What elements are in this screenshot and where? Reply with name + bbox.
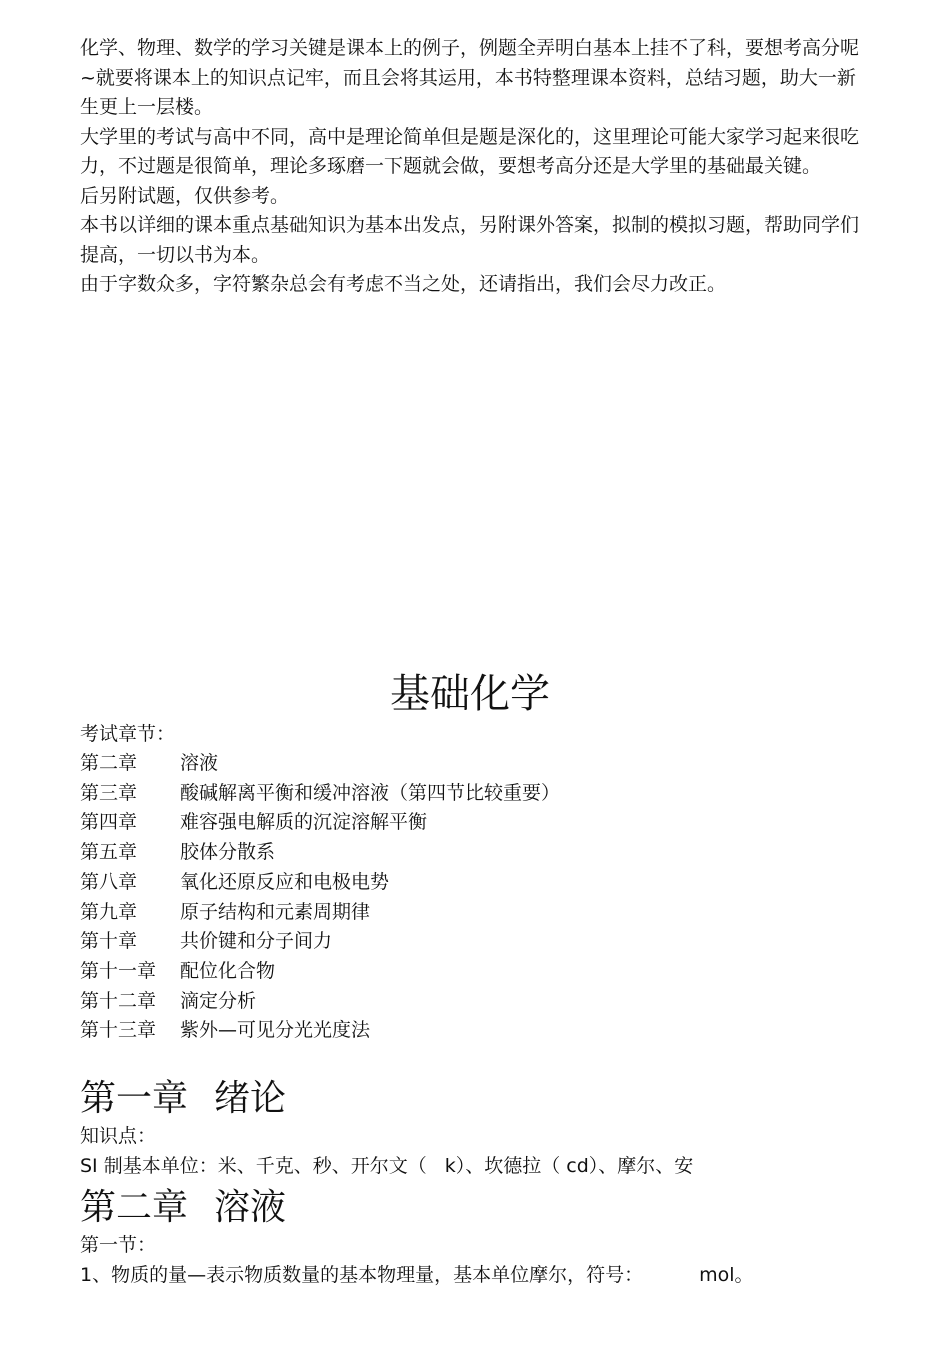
chapters-label: 考试章节：: [80, 723, 176, 745]
chapter-title: 原子结构和元素周期律: [180, 900, 371, 923]
intro-paragraph: 化学、物理、数学的学习关键是课本上的例子，例题全弄明白基本上挂不了科，要想考高分呢 ~就要将课本上的知识点记牢，而且会将其运用，本书特整理课本资料，总结习题，助大一新生更上一层楼。: [80, 37, 860, 118]
section-heading-title: 绪论: [214, 1078, 287, 1119]
section-text: [80, 1152, 900, 1182]
intro-paragraph: 后另附试题，仅供参考。: [80, 184, 290, 207]
chapter-title: 滴定分析: [180, 989, 257, 1012]
section-heading: [80, 1185, 900, 1231]
chapter-title: 溶液: [180, 752, 219, 774]
chapter-list: [80, 749, 560, 1046]
section-text-part: 1、物质的量—表示物质数量的基本物理量，基本单位摩尔，符号：: [80, 1263, 644, 1286]
section-label: 第一节：: [80, 1234, 157, 1256]
intro-section: [80, 34, 870, 300]
section-text: [80, 1261, 900, 1291]
chapter-number: 第五章: [80, 841, 138, 864]
chapter-title: 配位化合物: [180, 959, 276, 982]
chapter-title: 胶体分散系: [180, 841, 276, 864]
chapter-number: 第八章: [80, 870, 138, 893]
chapter-title: 紫外—可见分光光度法: [180, 1019, 371, 1042]
chapter-item: [80, 749, 560, 779]
chapter-title: 共价键和分子间力: [180, 930, 333, 953]
section-label: 知识点：: [80, 1125, 157, 1147]
chapter-title: 氧化还原反应和电极电势: [180, 870, 390, 893]
chapter-title: 酸碱解离平衡和缓冲溶液（第四节比较重要）: [180, 781, 561, 804]
chapter-item: [80, 898, 560, 928]
main-title: 基础化学: [390, 671, 550, 717]
chapter-number: 第十一章: [80, 959, 157, 982]
chapter-number: 第三章: [80, 781, 138, 804]
section-heading-number: 第一章: [80, 1078, 189, 1119]
section-solution-chapter: [80, 1185, 900, 1290]
section-text-part: k）、坎德拉（ cd）、摩尔、安: [444, 1154, 694, 1177]
chapter-title: 难容强电解质的沉淀溶解平衡: [180, 811, 428, 834]
intro-paragraph: 由于字数众多，字符繁杂总会有考虑不当之处，还请指出，我们会尽力改正。: [80, 273, 727, 295]
section-intro-chapter: [80, 1076, 900, 1181]
intro-paragraph: 本书以详细的课本重点基础知识为基本出发点，另附课外答案，拟制的模拟习题，帮助同学们提高，一切以书为本。: [80, 214, 860, 266]
section-heading-number: 第二章: [80, 1187, 189, 1228]
section-text-part: SI 制基本单位：米、千克、秒、开尔文（: [80, 1154, 427, 1177]
intro-paragraph: 大学里的考试与高中不同，高中是理论简单但是题是深化的，这里理论可能大家学习起来很吃力，不过题是很简单，理论多琢磨一下题就会做，要想考高分还是大学里的基础最关键。: [80, 125, 860, 177]
chapter-number: 第四章: [80, 811, 138, 834]
chapter-item: [80, 1016, 560, 1046]
section-heading-title: 溶液: [214, 1187, 287, 1228]
chapter-item: [80, 808, 560, 838]
chapter-number: 第二章: [80, 752, 138, 774]
chapter-item: [80, 957, 560, 987]
chapter-item: [80, 987, 560, 1017]
section-text-part: mol。: [699, 1263, 754, 1286]
section-heading: [80, 1076, 900, 1122]
chapter-number: 第十三章: [80, 1019, 157, 1042]
chapter-number: 第九章: [80, 900, 138, 923]
chapter-number: 第十章: [80, 930, 138, 953]
chapter-item: [80, 779, 560, 809]
chapter-number: 第十二章: [80, 989, 157, 1012]
chapter-item: [80, 868, 560, 898]
chapter-item: [80, 927, 560, 957]
chapter-item: [80, 838, 560, 868]
